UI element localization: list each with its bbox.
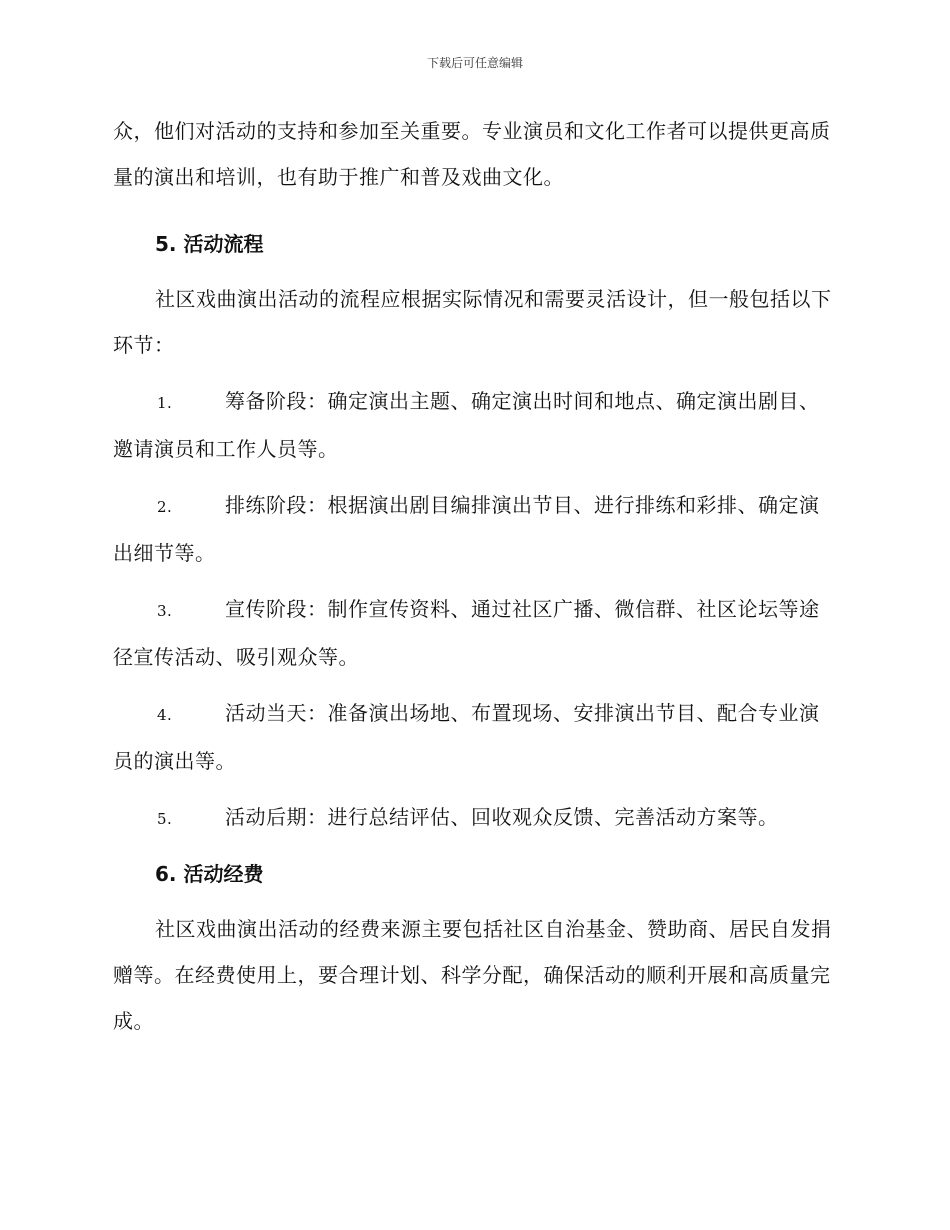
section-5-intro-paragraph: 社区戏曲演出活动的流程应根据实际情况和需要灵活设计，但一般包括以下环节： xyxy=(113,287,832,357)
section-6-heading: 6. 活动经费 xyxy=(155,862,264,886)
spacer xyxy=(113,200,833,212)
list-item-text: 活动当天：准备演出场地、布置现场、安排演出节目、配合专业演员的演出等。 xyxy=(113,701,820,773)
list-item-number: 4. xyxy=(157,706,173,724)
section-5-heading: 5. 活动流程 xyxy=(155,232,264,256)
section-6-paragraph: 社区戏曲演出活动的经费来源主要包括社区自治基金、赞助商、居民自发捐赠等。在经费使用上，要合理计划、科学分配，确保活动的顺利开展和高质量完成。 xyxy=(113,917,832,1033)
list-item-number: 5. xyxy=(157,810,173,828)
list-item-text: 宣传阶段：制作宣传资料、通过社区广播、微信群、社区论坛等途径宣传活动、吸引观众等。 xyxy=(113,597,820,669)
list-item-number: 2. xyxy=(157,498,173,516)
document-body xyxy=(113,108,833,1044)
list-item xyxy=(113,586,833,680)
header-note: 下载后可任意编辑 xyxy=(426,56,523,70)
list-item-text: 筹备阶段：确定演出主题、确定演出时间和地点、确定演出剧目、邀请演员和工作人员等。 xyxy=(113,389,820,461)
list-item xyxy=(113,378,833,472)
list-item-number: 1. xyxy=(157,394,173,412)
list-item-text: 排练阶段：根据演出剧目编排演出节目、进行排练和彩排、确定演出细节等。 xyxy=(113,493,820,565)
list-item-number: 3. xyxy=(157,602,173,620)
list-item-text: 活动后期：进行总结评估、回收观众反馈、完善活动方案等。 xyxy=(225,805,779,829)
list-item xyxy=(113,794,833,842)
intro-continuation-paragraph: 众，他们对活动的支持和参加至关重要。专业演员和文化工作者可以提供更高质量的演出和培训，也有助于推广和普及戏曲文化。 xyxy=(113,119,831,189)
list-item xyxy=(113,482,833,576)
list-item xyxy=(113,690,833,784)
